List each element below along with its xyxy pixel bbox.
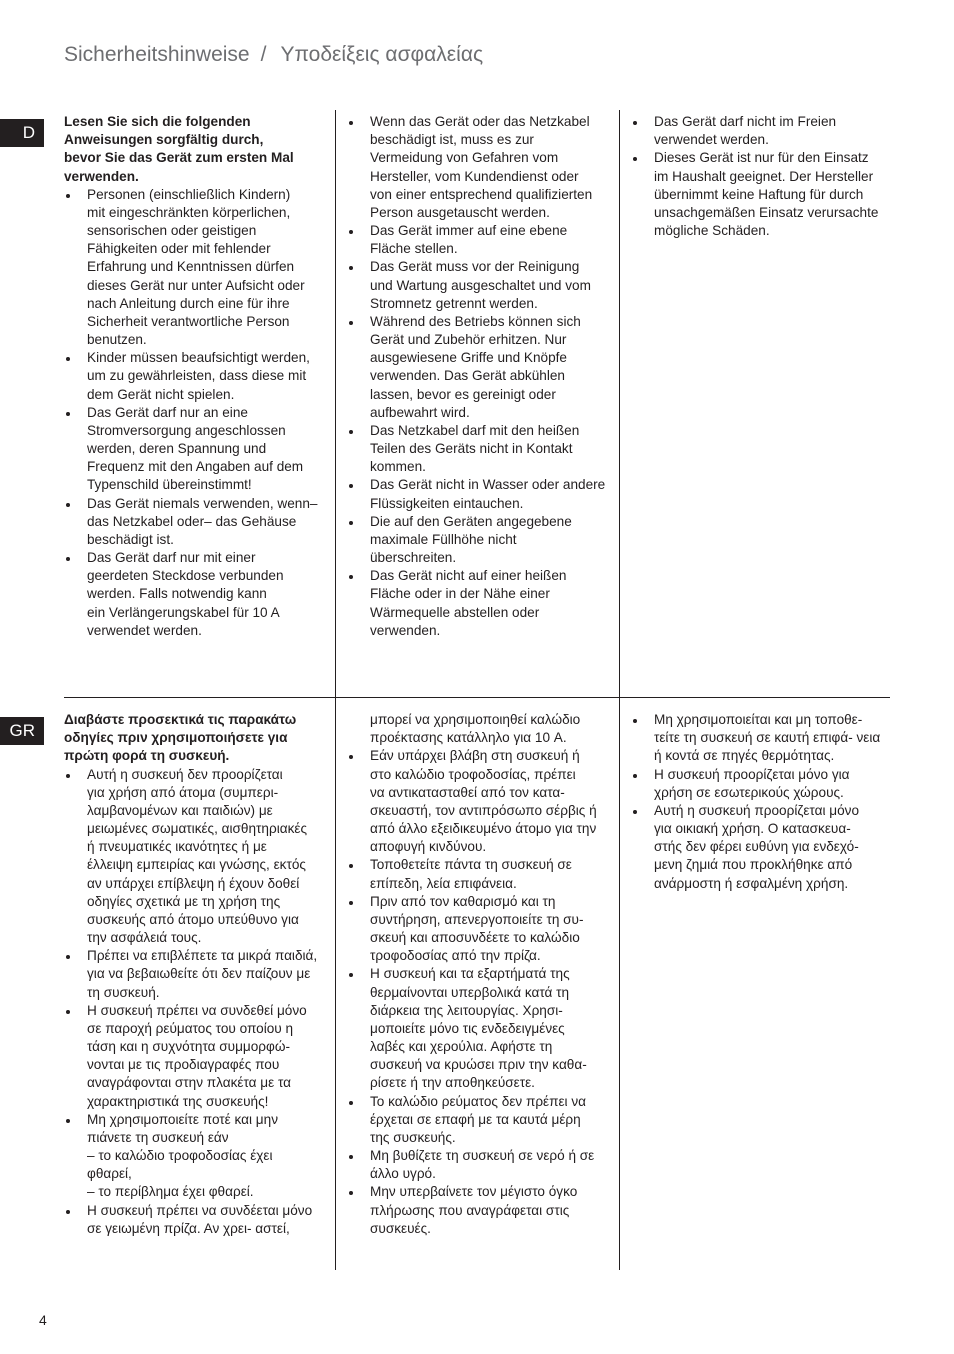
text-line: Frequenz mit den Angaben auf dem: [87, 459, 304, 475]
continued-paragraph: [347, 711, 613, 747]
text-line: έρχεται σε επαφή με τα καυτά μέρη: [370, 1111, 581, 1127]
language-tab: D: [0, 119, 44, 147]
text-line: θερμαίνονται υπερβολικά κατά τη: [370, 984, 570, 1000]
text-line: verwendet werden.: [87, 622, 202, 638]
text-line: αναγράφονται στην πλακέτα με τα: [87, 1075, 292, 1091]
text-line: das Netzkabel oder– das Gehäuse: [87, 513, 297, 529]
text-line: übernimmt keine Haftung für durch: [654, 186, 864, 202]
text-line: Erfahrung und Kenntnissen dürfen: [87, 259, 295, 275]
text-line: sensorischen oder geistigen: [87, 223, 257, 239]
text-line: στο καλώδιο τροφοδοσίας, πρέπει: [370, 766, 576, 782]
column-right: [631, 711, 893, 893]
bullet-icon: [349, 575, 353, 579]
bullet-item: [64, 1111, 330, 1202]
column-middle: [347, 113, 613, 640]
text-line: μπορεί να χρησιμοποιηθεί καλώδιο: [370, 712, 581, 727]
text-line: verwenden. Das Gerät abkühlen: [370, 368, 565, 384]
text-line: Das Gerät immer auf eine ebene: [370, 223, 568, 239]
bullet-icon: [66, 412, 70, 416]
bullet-icon: [349, 755, 353, 759]
text-line: kommen.: [370, 459, 426, 475]
text-line: την ασφάλειά τους.: [87, 930, 202, 946]
column-middle: [347, 711, 613, 1238]
text-line: αν υπάρχει επίβλεψη ή έχουν δοθεί: [87, 875, 300, 891]
text-line: Personen (einschließlich Kindern): [87, 186, 291, 202]
text-line: Το καλώδιο ρεύματος δεν πρέπει να: [370, 1093, 587, 1109]
text-line: Hersteller, vom Kundendienst oder: [370, 168, 579, 184]
bullet-item: [347, 1147, 613, 1183]
text-line: τείτε τη συσκευή σε καυτή επιφά- νεια: [654, 730, 881, 746]
bullet-item: [347, 313, 613, 422]
text-line: Stromnetz getrennt werden.: [370, 295, 538, 311]
text-line: Während des Betriebs können sich: [370, 313, 581, 329]
text-line: beschädigt ist, muss es zur: [370, 132, 534, 148]
text-line: Teilen des Geräts nicht in Kontakt: [370, 441, 573, 457]
text-line: συσκευής από άτομο υπεύθυνο για: [87, 911, 299, 927]
text-line: έλλειψη εμπειρίας και γνώσης, εκτός: [87, 857, 306, 873]
bullet-item: [347, 965, 613, 1092]
section-divider: [64, 697, 890, 698]
text-line: Person ausgetauscht werden.: [370, 204, 550, 220]
bullet-item: [631, 113, 893, 149]
text-line: ή κοντά σε πηγές θερμότητας.: [654, 748, 835, 764]
text-line: λαμβανομένων και παιδιών) με: [87, 802, 273, 818]
text-line: Lesen Sie sich die folgenden: [64, 114, 251, 129]
text-line: Sicherheit verantwortliche Person: [87, 313, 290, 329]
section-german: [0, 110, 954, 697]
text-line: πρώτη φορά τη συσκευή.: [64, 748, 230, 764]
bullet-item: [347, 422, 613, 477]
text-line: σκευή και αποσυνδέετε το καλώδιο: [370, 930, 580, 946]
text-line: Fläche oder in der Nähe einer: [370, 586, 550, 602]
bullet-item: [64, 186, 330, 350]
text-line: πιάνετε τη συσκευή εάν: [87, 1129, 229, 1145]
text-line: geerdeten Steckdose verbunden: [87, 568, 284, 584]
text-line: unsachgemäßen Einsatz verursachte: [654, 204, 879, 220]
text-line: ανάρμοστη ή εσφαλμένη χρήση.: [654, 875, 849, 891]
text-line: σκευαστή, τον αντιπρόσωπο σέρβις ή: [370, 802, 597, 818]
text-line: φθαρεί,: [87, 1166, 132, 1182]
column-left: [64, 113, 330, 640]
text-line: – το περίβλημα έχει φθαρεί.: [87, 1184, 254, 1200]
text-line: Anweisungen sorgfältig durch,: [64, 132, 264, 148]
bullet-icon: [66, 1119, 70, 1123]
text-line: ein Verlängerungskabel für 10 A: [87, 604, 280, 620]
text-line: σε παροχή ρεύματος του οποίου η: [87, 1020, 294, 1036]
column-right: [631, 113, 893, 240]
text-line: verwenden.: [64, 168, 139, 184]
bullet-icon: [633, 157, 637, 161]
bullet-item: [64, 404, 330, 495]
text-line: nach Anleitung durch eine für ihre: [87, 295, 290, 311]
bullet-item: [64, 495, 330, 550]
bullet-item: [347, 567, 613, 640]
text-line: verwendet werden.: [654, 132, 769, 148]
text-line: τη συσκευή.: [87, 984, 160, 1000]
bullet-icon: [66, 194, 70, 198]
text-line: Εάν υπάρχει βλάβη στη συσκευή ή: [370, 748, 580, 764]
bullet-item: [631, 802, 893, 893]
text-line: Διαβάστε προσεκτικά τις παρακάτω: [64, 712, 297, 727]
text-line: im Haushalt geeignet. Der Hersteller: [654, 168, 874, 184]
text-line: για να βεβαιωθείτε ότι δεν παίζουν με: [87, 966, 311, 982]
text-line: Flüssigkeiten eintauchen.: [370, 495, 524, 511]
text-line: για χρήση από άτομα (συμπερι-: [87, 784, 279, 800]
text-line: benutzen.: [87, 332, 147, 348]
text-line: überschreiten.: [370, 550, 457, 566]
intro-paragraph: [64, 113, 330, 186]
text-line: Das Gerät nicht in Wasser oder andere: [370, 477, 606, 493]
bullet-icon: [349, 521, 353, 525]
text-line: αποφυγή κινδύνου.: [370, 839, 487, 855]
text-line: Stromversorgung angeschlossen: [87, 422, 286, 438]
bullet-icon: [349, 230, 353, 234]
bullet-icon: [66, 1010, 70, 1014]
text-line: werden, deren Spannung und: [87, 441, 267, 457]
bullet-item: [347, 113, 613, 222]
text-line: Das Gerät nicht auf einer heißen: [370, 568, 567, 584]
bullet-icon: [66, 357, 70, 361]
bullet-icon: [633, 774, 637, 778]
text-line: συσκευή να κρυώσει πριν την καθα-: [370, 1057, 587, 1073]
text-line: Πριν από τον καθαρισμό και τη: [370, 893, 556, 909]
bullet-icon: [633, 810, 637, 814]
text-line: mit eingeschränkten körperlichen,: [87, 204, 291, 220]
column-left: [64, 711, 330, 1238]
text-line: από άλλο εξειδικευμένο άτομο για την: [370, 821, 597, 837]
text-line: άλλο υγρό.: [370, 1166, 436, 1182]
bullet-item: [64, 766, 330, 948]
text-line: bevor Sie das Gerät zum ersten Mal: [64, 150, 294, 166]
text-line: συντήρηση, απενεργοποιείτε τη συ-: [370, 911, 584, 927]
text-line: Dieses Gerät ist nur für den Einsatz: [654, 150, 869, 166]
text-line: lassen, bevor es gereinigt oder: [370, 386, 556, 402]
bullet-item: [64, 549, 330, 640]
text-line: Die auf den Geräten angegebene: [370, 513, 572, 529]
page-header: [64, 42, 483, 68]
text-line: Μη χρησιμοποιείται και μη τοποθε-: [654, 712, 863, 727]
bullet-icon: [349, 321, 353, 325]
bullet-item: [64, 1002, 330, 1111]
text-line: werden. Falls notwendig kann: [87, 586, 267, 602]
bullet-icon: [349, 430, 353, 434]
bullet-item: [631, 149, 893, 240]
column-divider: [335, 697, 336, 1270]
text-line: dem Gerät nicht spielen.: [87, 386, 235, 402]
bullet-icon: [349, 266, 353, 270]
text-line: von einer entsprechend qualifizierten: [370, 186, 593, 202]
bullet-item: [347, 1093, 613, 1148]
text-line: τάση και η συχνότητα συμμορφώ-: [87, 1039, 290, 1055]
text-line: στής δεν φέρει ευθύνη για ενδεχό-: [654, 839, 859, 855]
header-separator: /: [260, 43, 267, 66]
text-line: Η συσκευή πρέπει να συνδέεται μόνο: [87, 1202, 313, 1218]
text-line: Μη χρησιμοποιείτε ποτέ και μην: [87, 1111, 278, 1127]
bullet-icon: [349, 1101, 353, 1105]
bullet-icon: [66, 1210, 70, 1214]
text-line: Gerät und Zubehör erhitzen. Nur: [370, 332, 567, 348]
text-line: – το καλώδιο τροφοδοσίας έχει: [87, 1148, 273, 1164]
bullet-item: [347, 747, 613, 856]
bullet-icon: [66, 557, 70, 561]
bullet-icon: [349, 901, 353, 905]
text-line: τροφοδοσίας από την πρίζα.: [370, 948, 541, 964]
bullet-icon: [349, 973, 353, 977]
text-line: beschädigt ist.: [87, 531, 174, 547]
text-line: ausgewiesene Griffe und Knöpfe: [370, 350, 567, 366]
bullet-item: [64, 349, 330, 404]
bullet-item: [631, 711, 893, 766]
text-line: επίπεδη, λεία επιφάνεια.: [370, 875, 517, 891]
text-line: Das Gerät muss vor der Reinigung: [370, 259, 580, 275]
text-line: λαβές και χερούλια. Αφήστε τη: [370, 1039, 553, 1055]
text-line: Αυτή η συσκευή προορίζεται μόνο: [654, 802, 860, 818]
text-line: Fläche stellen.: [370, 241, 458, 257]
bullet-item: [347, 856, 613, 892]
column-divider: [619, 697, 620, 1270]
bullet-icon: [66, 503, 70, 507]
text-line: Μην υπερβαίνετε τον μέγιστο όγκο: [370, 1184, 578, 1200]
text-line: Das Gerät niemals verwenden, wenn–: [87, 495, 318, 511]
text-line: Αυτή η συσκευή δεν προορίζεται: [87, 766, 283, 782]
text-line: της συσκευής.: [370, 1129, 456, 1145]
text-line: Das Gerät darf nicht im Freien: [654, 114, 837, 129]
text-line: χρήση σε εσωτερικούς χώρους.: [654, 784, 844, 800]
text-line: um zu gewährleisten, dass diese mit: [87, 368, 307, 384]
bullet-item: [347, 258, 613, 313]
text-line: Wärmequelle abstellen oder: [370, 604, 540, 620]
text-line: Das Netzkabel darf mit den heißen: [370, 422, 580, 438]
text-line: Wenn das Gerät oder das Netzkabel: [370, 114, 590, 129]
bullet-icon: [349, 1191, 353, 1195]
text-line: σε γειωμένη πρίζα. Αν χρει- αστεί,: [87, 1220, 290, 1236]
text-line: Vermeidung von Gefahren vom: [370, 150, 559, 166]
language-tab: GR: [0, 717, 44, 745]
column-divider: [335, 110, 336, 697]
bullet-icon: [349, 121, 353, 125]
text-line: Das Gerät darf nur an eine: [87, 404, 248, 420]
bullet-item: [347, 476, 613, 512]
header-title-german: Sicherheitshinweise: [64, 43, 250, 66]
text-line: οδηγίες σχετικά με τη χρήση της: [87, 893, 281, 909]
text-line: χαρακτηριστικά της συσκευής!: [87, 1093, 269, 1109]
page-number: 4: [39, 1312, 47, 1328]
text-line: για οικιακή χρήση. Ο κατασκευα-: [654, 821, 851, 837]
text-line: μοποιείτε μόνο τις ενδεδειγμένες: [370, 1020, 565, 1036]
text-line: νονται με τις προδιαγραφές που: [87, 1057, 280, 1073]
text-line: maximale Füllhöhe nicht: [370, 531, 517, 547]
text-line: μειωμένες σωματικές, αισθητηριακές: [87, 821, 307, 837]
bullet-item: [347, 1183, 613, 1238]
bullet-item: [347, 222, 613, 258]
text-line: να αντικατασταθεί από τον κατα-: [370, 784, 565, 800]
text-line: mögliche Schäden.: [654, 223, 770, 239]
bullet-icon: [633, 121, 637, 125]
text-line: διάρκεια της λειτουργίας. Χρησι-: [370, 1002, 563, 1018]
bullet-item: [631, 766, 893, 802]
bullet-icon: [349, 1155, 353, 1159]
bullet-icon: [349, 484, 353, 488]
text-line: οδηγίες πριν χρησιμοποιήσετε για: [64, 730, 288, 746]
text-line: μενη ζημιά που προκλήθηκε από: [654, 857, 853, 873]
text-line: Πρέπει να επιβλέπετε τα μικρά παιδιά,: [87, 948, 318, 964]
text-line: aufbewahrt wird.: [370, 404, 470, 420]
text-line: ή πνευματικές ικανότητες ή με: [87, 839, 267, 855]
text-line: ρίσετε ή την αποθηκεύσετε.: [370, 1075, 535, 1091]
header-title-greek: Υποδείξεις ασφαλείας: [280, 43, 484, 66]
text-line: und Wartung ausgeschaltet und vom: [370, 277, 591, 293]
text-line: dieses Gerät nur unter Aufsicht oder: [87, 277, 305, 293]
text-line: προέκτασης κατάλληλο για 10 A.: [370, 730, 567, 746]
bullet-icon: [66, 955, 70, 959]
bullet-item: [347, 513, 613, 568]
text-line: Typenschild übereinstimmt!: [87, 477, 252, 493]
bullet-item: [64, 947, 330, 1002]
bullet-item: [64, 1202, 330, 1238]
text-line: Fähigkeiten oder mit fehlender: [87, 241, 271, 257]
bullet-icon: [349, 864, 353, 868]
text-line: Η συσκευή και τα εξαρτήματά της: [370, 966, 570, 982]
text-line: Μη βυθίζετε τη συσκευή σε νερό ή σε: [370, 1148, 595, 1164]
bullet-icon: [633, 719, 637, 723]
bullet-icon: [66, 774, 70, 778]
text-line: Kinder müssen beaufsichtigt werden,: [87, 350, 310, 366]
text-line: Τοποθετείτε πάντα τη συσκευή σε: [370, 857, 572, 873]
text-line: verwenden.: [370, 622, 441, 638]
bullet-item: [347, 893, 613, 966]
text-line: συσκευές.: [370, 1220, 431, 1236]
text-line: Η συσκευή προορίζεται μόνο για: [654, 766, 850, 782]
section-greek: [0, 697, 954, 1270]
intro-paragraph: [64, 711, 330, 766]
text-line: πλήρωσης που αναγράφεται στις: [370, 1202, 570, 1218]
text-line: Das Gerät darf nur mit einer: [87, 550, 256, 566]
column-divider: [619, 110, 620, 697]
text-line: Η συσκευή πρέπει να συνδεθεί μόνο: [87, 1002, 307, 1018]
